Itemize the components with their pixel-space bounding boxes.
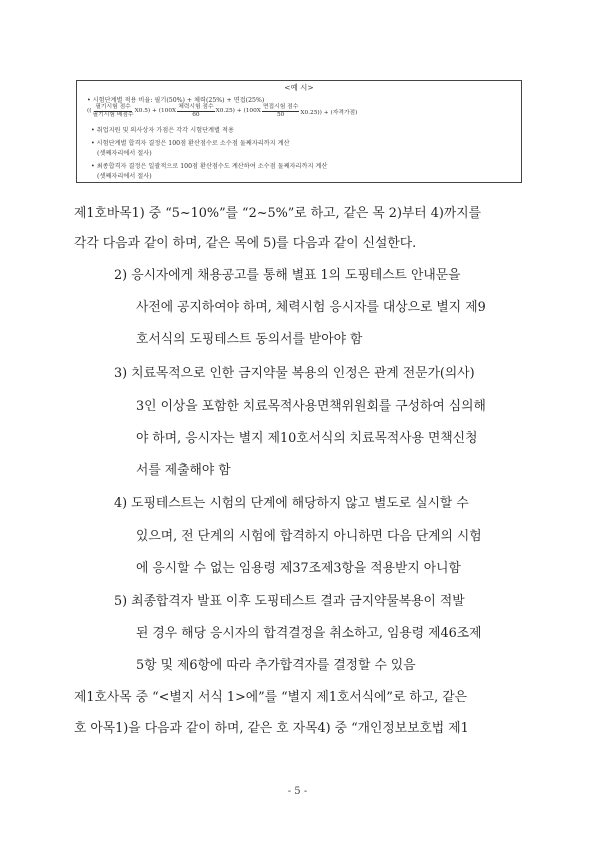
item-3-line-2: 3인 이상을 포함한 치료목적사용면책위원회를 구성하여 심의해: [136, 399, 486, 414]
formula-middle-2: X0.25) + (100X: [215, 108, 261, 114]
written-numerator: 필기시험 점수: [95, 104, 131, 110]
page-number: - 5 -: [287, 786, 308, 797]
final-pass-note-cont: (셋째자리에서 절사): [97, 173, 152, 180]
item-5-line-2: 된 경우 해당 응시자의 합격결정을 취소하고, 임용령 제46조제: [136, 626, 482, 641]
interview-denominator: 50: [276, 111, 285, 118]
physical-fraction: [177, 104, 214, 118]
item-4-line-1: 4) 도핑테스트는 시험의 단계에 해당하지 않고 별도로 실시할 수: [114, 496, 469, 511]
item-2-line-3: 호서식의 도핑테스트 동의서를 받아야 함: [136, 332, 363, 347]
body-line-17: 호 아목1)을 다음과 같이 하며, 같은 호 자목4) 중 “개인정보보호법 제1: [74, 721, 469, 736]
item-3-line-3: 야 하며, 응시자는 별지 제10호서식의 치료목적사용 면책신청: [136, 431, 478, 446]
stage-pass-note: • 시험단계별 합격자 결정은 100점 환산점수로 소수점 둘째자리까지 계산: [91, 140, 290, 147]
stage-pass-note-cont: (셋째자리에서 절사): [97, 150, 152, 157]
formula-lead: ((: [87, 108, 92, 114]
interview-fraction: [262, 104, 299, 118]
item-3-line-1: 3) 치료목적으로 인한 금지약물 복용의 인정은 관계 전문가(의사): [114, 366, 475, 381]
item-2-line-1: 2) 응시자에게 채용공고를 통해 별표 1의 도핑테스트 안내문을: [114, 268, 461, 283]
bonus-point-note: • 취업지원 및 의사상자 가점은 각각 시험단계별 적용: [91, 127, 234, 134]
interview-numerator: 면접시험 점수: [262, 104, 299, 110]
physical-numerator: 체력시험 점수: [178, 104, 214, 110]
body-line-16: 제1호사목 중 “<별지 서식 1>에”를 “별지 제1호서식에”로 하고, 같은: [74, 690, 467, 705]
item-4-line-3: 에 응시할 수 없는 임용령 제37조제3항을 적용받지 아니함: [136, 561, 461, 576]
item-2-line-2: 사전에 공지하여야 하며, 체력시험 응시자를 대상으로 별지 제9: [136, 300, 486, 315]
score-formula: [87, 104, 357, 118]
final-pass-note: • 최종합격자 결정은 일괄적으로 100점 환산점수도 계산하여 소수점 둘째자리까지 계산: [91, 163, 328, 170]
item-5-line-1: 5) 최종합격자 발표 이후 도핑테스트 결과 금지약물복용이 적발: [114, 594, 465, 609]
formula-tail: X0.25)) + (자격가점): [300, 109, 358, 116]
item-5-line-3: 5항 및 제6항에 따라 추가합격자를 결정할 수 있음: [136, 658, 416, 673]
written-fraction: [93, 104, 134, 118]
body-line-1: 제1호바목1) 중 “5~10%”를 “2~5%”로 하고, 같은 목 2)부터 4)까지를: [74, 206, 481, 221]
body-line-2: 각각 다음과 같이 하며, 같은 목에 5)를 다음과 같이 신설한다.: [74, 236, 417, 251]
formula-middle-1: X0.5) + (100X: [134, 108, 177, 114]
written-denominator: 필기시험 배점수: [92, 111, 134, 118]
example-box: [76, 80, 522, 183]
physical-denominator: 60: [192, 111, 200, 118]
example-box-title: <예 시>: [284, 83, 314, 92]
item-3-line-4: 서를 제출해야 함: [136, 463, 231, 478]
item-4-line-2: 있으며, 전 단계의 시험에 합격하지 아니하면 다음 단계의 시험: [136, 529, 482, 544]
example-ratio-line: • 시험단계별 적용 비율: 필기(50%) + 체력(25%) + 면접(25%): [87, 97, 265, 104]
